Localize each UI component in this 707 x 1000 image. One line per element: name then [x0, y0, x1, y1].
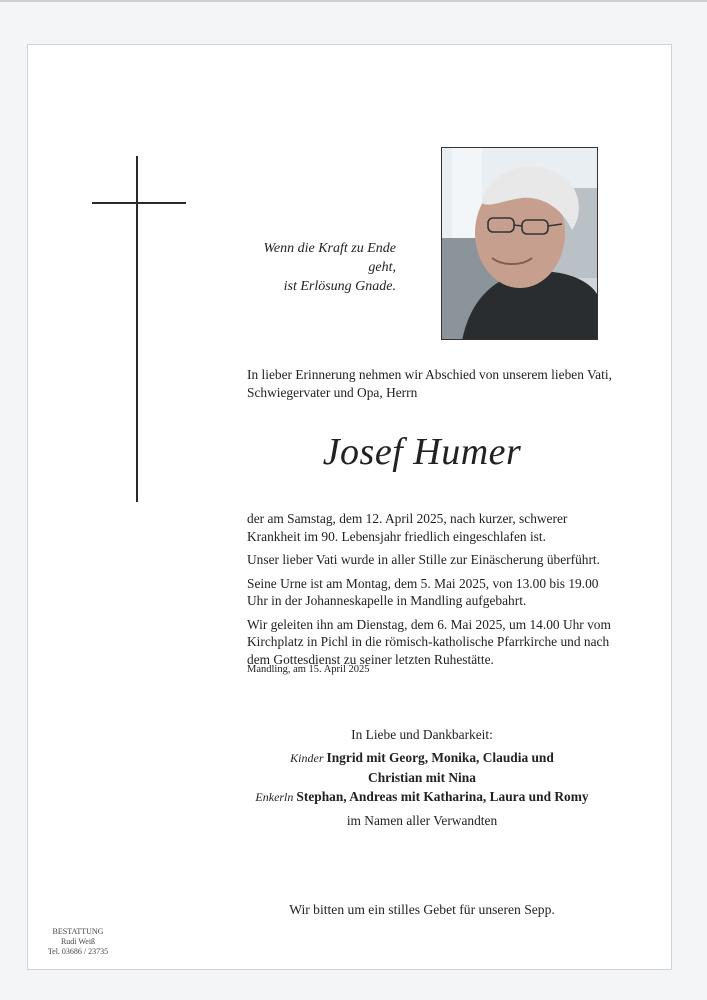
funeral-home-name: Rudi Weiß	[60, 937, 96, 946]
grandchildren-names: Stephan, Andreas mit Katharina, Laura und Romy	[296, 789, 589, 804]
grandchildren-label: Enkerln	[255, 790, 297, 804]
portrait-image	[442, 148, 598, 340]
grandchildren-line	[240, 788, 604, 806]
portrait-photo	[441, 147, 598, 340]
funeral-home-title: BESTATTUNG	[52, 927, 104, 936]
scan-edge	[0, 0, 707, 2]
closing-block	[240, 726, 604, 831]
gratitude-line: In Liebe und Dankbarkeit:	[351, 727, 493, 742]
quote-line-2: ist Erlösung Gnade.	[283, 279, 396, 294]
quote-line-1: Wenn die Kraft zu Ende geht,	[263, 241, 396, 275]
children-names: Ingrid mit Georg, Monika, Claudia und	[326, 750, 554, 765]
funeral-notice: Wir geleiten ihn am Dienstag, dem 6. Mai 2025, um 14.00 Uhr vom Kirchplatz in Pichl in die römisch-katholische Pfarrkirche und nach dem Gottesdienst zu seiner letzten Ruhestätte.	[247, 616, 611, 667]
obituary-body	[247, 510, 611, 674]
children-line	[240, 749, 604, 767]
cross-icon	[136, 156, 138, 502]
cremation-notice: Unser lieber Vati wurde in aller Stille zur Einäscherung überführt.	[247, 552, 601, 567]
cross-icon-bar	[92, 202, 186, 204]
children-names-2: Christian mit Nina	[368, 770, 476, 785]
prayer-request: Wir bitten um ein stilles Gebet für unseren Sepp.	[289, 902, 555, 917]
funeral-home-phone: Tel. 03686 / 23735	[47, 947, 109, 956]
children-line-2	[240, 769, 604, 786]
place-date: Mandling, am 15. April 2025	[247, 664, 370, 675]
viewing-notice: Seine Urne ist am Montag, dem 5. Mai 2025, von 13.00 bis 19.00 Uhr in der Johanneskapelle in Mandling aufgebahrt.	[247, 575, 599, 608]
funeral-home-stamp	[38, 927, 118, 957]
death-notice: der am Samstag, dem 12. April 2025, nach kurzer, schwerer Krankheit im 90. Lebensjahr friedlich eingeschlafen ist.	[247, 511, 568, 544]
deceased-name: Josef Humer	[322, 431, 522, 473]
memorial-quote	[240, 239, 396, 296]
relatives-line: im Namen aller Verwandten	[346, 813, 498, 828]
children-label: Kinder	[290, 751, 327, 765]
intro-text: In lieber Erinnerung nehmen wir Abschied von unserem lieben Vati, Schwiegervater und Opa, Herrn	[247, 367, 612, 400]
